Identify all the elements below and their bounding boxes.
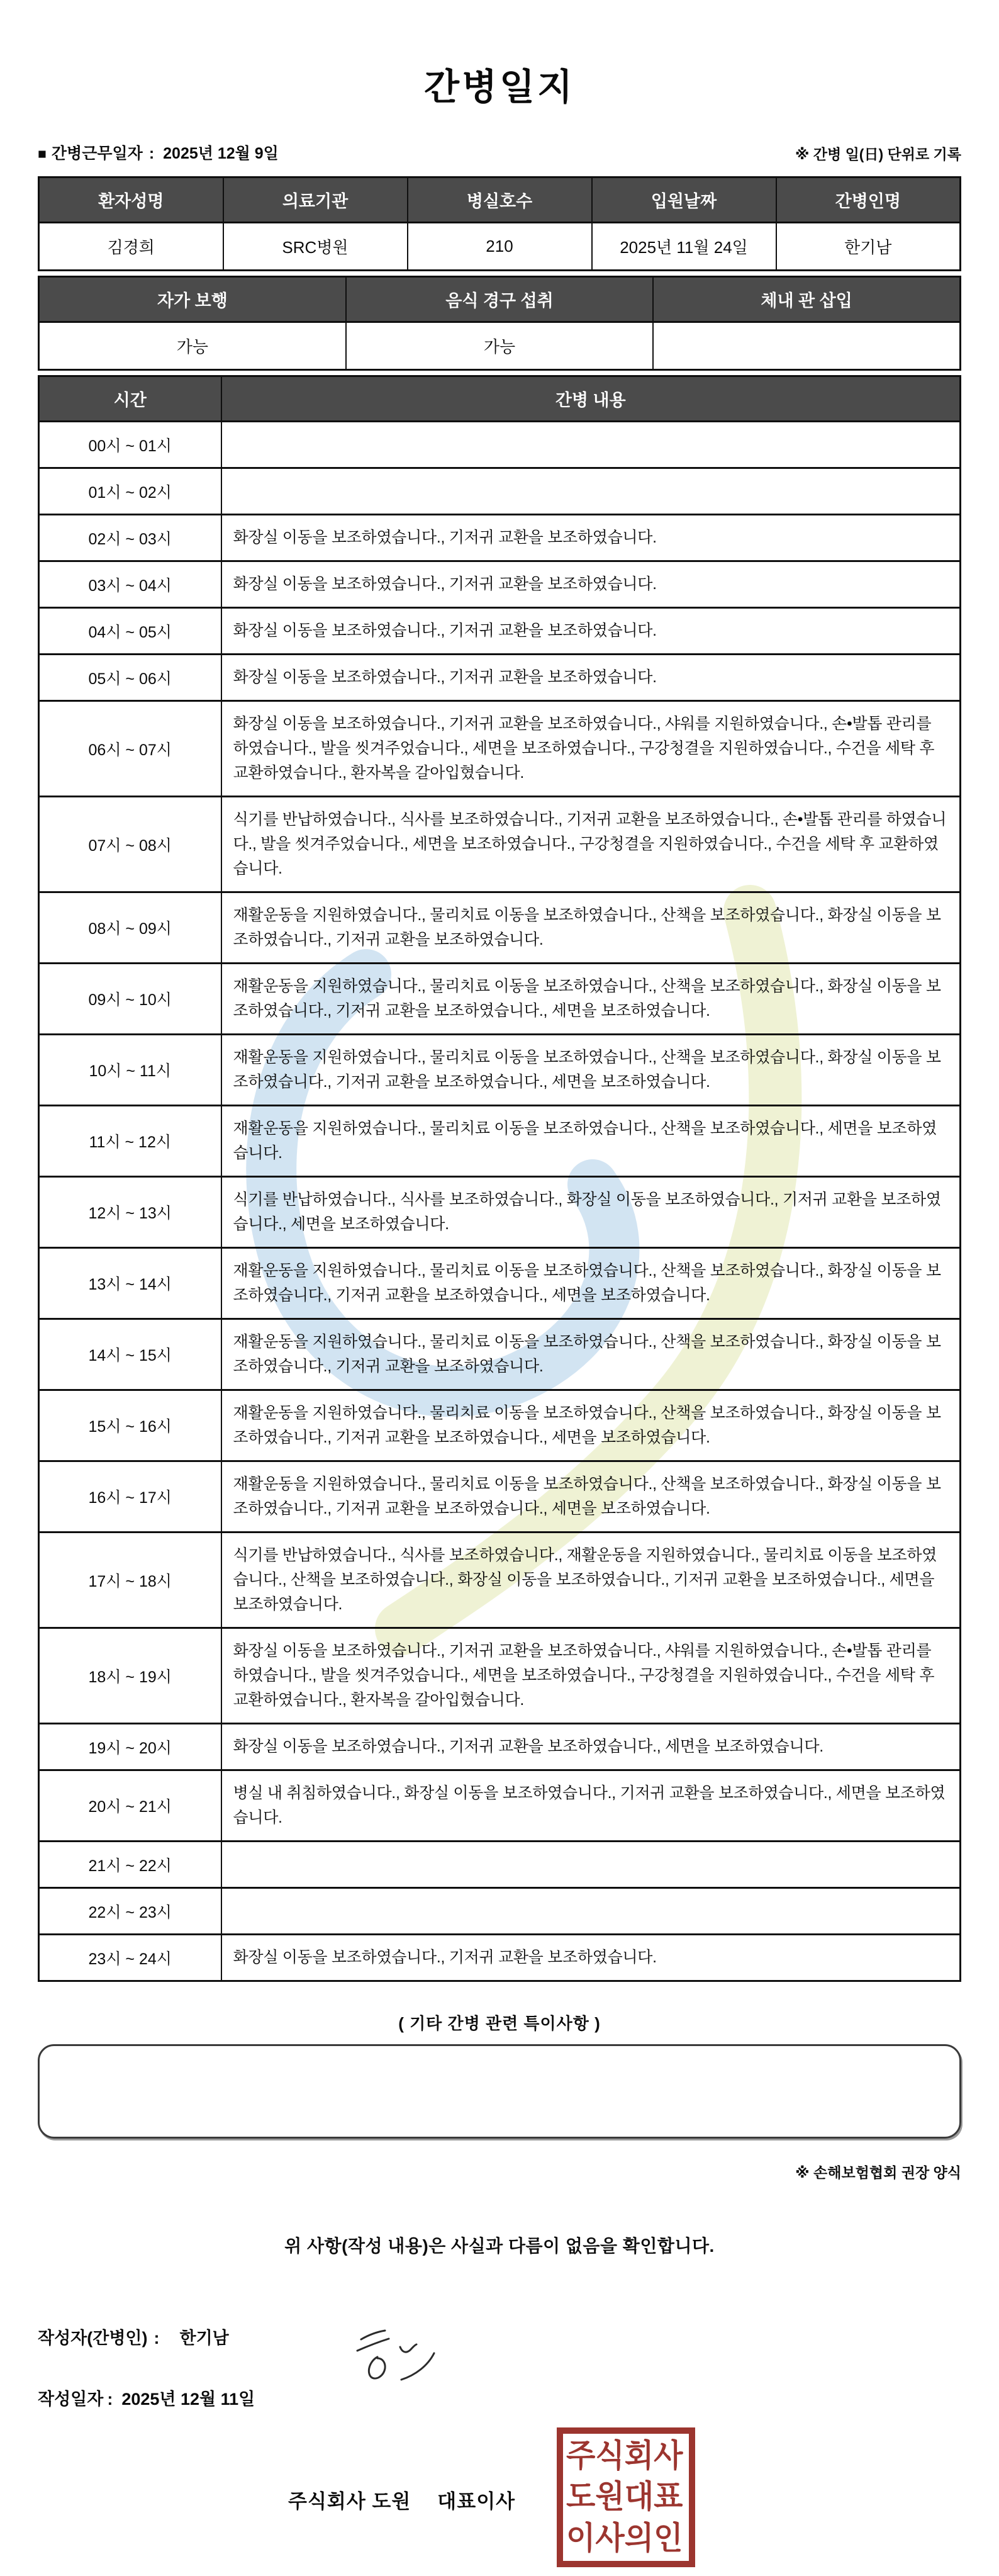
care-status-table bbox=[38, 276, 961, 371]
time-cell: 01시 ~ 02시 bbox=[39, 468, 221, 515]
care-content-cell bbox=[221, 1035, 961, 1106]
colon-separator: : bbox=[148, 145, 155, 162]
care-content-cell bbox=[221, 1935, 961, 1981]
care-content-cell bbox=[221, 1888, 961, 1935]
value-patient-name: 김경희 bbox=[39, 223, 223, 271]
table-row bbox=[39, 1628, 961, 1724]
table-row bbox=[39, 1533, 961, 1628]
time-cell: 18시 ~ 19시 bbox=[39, 1628, 221, 1724]
writer-label: 작성자(간병인) bbox=[38, 2329, 148, 2348]
care-content-text: 화장실 이동을 보조하였습니다., 기저귀 교환을 보조하였습니다., 샤워를 지원하였습니다., 손•발톱 관리를 하였습니다., 발을 씻겨주었습니다., 세면을 보조하였습니다., 구강청결을 지원하였습니다., 수건을 세탁 후 교환하였습니다., 환자복을 갈아입혔습니다. bbox=[233, 715, 935, 782]
corporate-seal-stamp bbox=[557, 2427, 695, 2567]
page-title: 간병일지 bbox=[423, 67, 576, 108]
care-content-text: 화장실 이동을 보조하였습니다., 기저귀 교환을 보조하였습니다. bbox=[233, 622, 657, 639]
colon-separator: : bbox=[107, 2390, 113, 2409]
care-content-text: 재활운동을 지원하였습니다., 물리치료 이동을 보조하였습니다., 산책을 보조하였습니다., 화장실 이동을 보조하였습니다., 기저귀 교환을 보조하였습니다., 세면을 보조하였습니다. bbox=[233, 1262, 941, 1304]
care-content-text: 화장실 이동을 보조하였습니다., 기저귀 교환을 보조하였습니다., 샤워를 지원하였습니다., 손•발톱 관리를 하였습니다., 발을 씻겨주었습니다., 세면을 보조하였습니다., 구강청결을 지원하였습니다., 수건을 세탁 후 교환하였습니다., 환자복을 갈아입혔습니다. bbox=[233, 1642, 935, 1709]
care-content-cell bbox=[221, 1842, 961, 1888]
table-row bbox=[39, 1248, 961, 1319]
table-row bbox=[39, 1842, 961, 1888]
table-row bbox=[39, 892, 961, 964]
table-row bbox=[39, 468, 961, 515]
time-cell: 08시 ~ 09시 bbox=[39, 892, 221, 964]
stamp-line-3: 이사의인 bbox=[566, 2521, 683, 2556]
recommended-form-note: ※ 손해보험협회 권장 양식 bbox=[795, 2164, 961, 2181]
care-content-cell bbox=[221, 1461, 961, 1533]
care-content-text bbox=[233, 1899, 949, 1923]
care-content-cell bbox=[221, 468, 961, 515]
time-cell: 03시 ~ 04시 bbox=[39, 561, 221, 608]
stamp-line-2: 도원대표 bbox=[566, 2480, 683, 2515]
writer-name: 한기남 bbox=[179, 2329, 229, 2348]
time-cell: 11시 ~ 12시 bbox=[39, 1106, 221, 1177]
value-oral-intake: 가능 bbox=[346, 322, 653, 370]
care-log-table bbox=[38, 375, 961, 1982]
care-status-header-row bbox=[39, 277, 961, 322]
time-cell: 23시 ~ 24시 bbox=[39, 1935, 221, 1981]
time-cell: 15시 ~ 16시 bbox=[39, 1390, 221, 1461]
header-time: 시간 bbox=[39, 376, 221, 422]
meta-row bbox=[38, 141, 961, 164]
confirmation-statement: 위 사항(작성 내용)은 사실과 다름이 없음을 확인합니다. bbox=[284, 2236, 715, 2256]
time-cell: 10시 ~ 11시 bbox=[39, 1035, 221, 1106]
care-content-cell bbox=[221, 1724, 961, 1770]
time-cell: 16시 ~ 17시 bbox=[39, 1461, 221, 1533]
header-caregiver-name: 간병인명 bbox=[776, 177, 961, 223]
special-note-title: ( 기타 간병 관련 특이사항 ) bbox=[398, 2014, 601, 2033]
care-content-cell bbox=[221, 515, 961, 561]
care-content-text: 재활운동을 지원하였습니다., 물리치료 이동을 보조하였습니다., 산책을 보조하였습니다., 화장실 이동을 보조하였습니다., 기저귀 교환을 보조하였습니다., 세면을 보조하였습니다. bbox=[233, 977, 941, 1020]
care-log-header-row bbox=[39, 376, 961, 422]
care-content-cell bbox=[221, 1390, 961, 1461]
time-cell: 19시 ~ 20시 bbox=[39, 1724, 221, 1770]
value-room-number: 210 bbox=[408, 223, 592, 271]
care-content-text: 재활운동을 지원하였습니다., 물리치료 이동을 보조하였습니다., 산책을 보조하였습니다., 화장실 이동을 보조하였습니다., 기저귀 교환을 보조하였습니다., 세면을 보조하였습니다. bbox=[233, 1404, 941, 1446]
care-content-cell bbox=[221, 964, 961, 1035]
table-row bbox=[39, 655, 961, 701]
care-content-text: 식기를 반납하였습니다., 식사를 보조하였습니다., 화장실 이동을 보조하였습니다., 기저귀 교환을 보조하였습니다., 세면을 보조하였습니다. bbox=[233, 1191, 941, 1233]
value-tube-insertion bbox=[653, 322, 960, 370]
care-content-text: 재활운동을 지원하였습니다., 물리치료 이동을 보조하였습니다., 산책을 보조하였습니다., 화장실 이동을 보조하였습니다., 기저귀 교환을 보조하였습니다. bbox=[233, 1333, 941, 1375]
patient-info-value-row bbox=[39, 223, 961, 271]
care-content-cell bbox=[221, 655, 961, 701]
black-square-bullet-icon: ■ bbox=[38, 145, 47, 162]
care-work-date-label: 간병근무일자 bbox=[51, 145, 143, 162]
time-cell: 04시 ~ 05시 bbox=[39, 608, 221, 655]
header-room-number: 병실호수 bbox=[408, 177, 592, 223]
care-work-date-line bbox=[38, 141, 279, 164]
special-note-box bbox=[38, 2044, 961, 2139]
table-row bbox=[39, 1935, 961, 1981]
care-content-text: 화장실 이동을 보조하였습니다., 기저귀 교환을 보조하였습니다. bbox=[233, 1949, 657, 1966]
header-medical-institution: 의료기관 bbox=[223, 177, 408, 223]
time-cell: 12시 ~ 13시 bbox=[39, 1177, 221, 1248]
care-content-cell bbox=[221, 1106, 961, 1177]
time-cell: 09시 ~ 10시 bbox=[39, 964, 221, 1035]
care-content-cell bbox=[221, 1533, 961, 1628]
write-date-value: 2025년 12월 11일 bbox=[121, 2390, 255, 2409]
value-admission-date: 2025년 11월 24일 bbox=[592, 223, 776, 271]
time-cell: 05시 ~ 06시 bbox=[39, 655, 221, 701]
company-title: 대표이사 bbox=[437, 2490, 516, 2512]
handwritten-signature bbox=[338, 2303, 464, 2391]
write-date-line bbox=[38, 2385, 961, 2410]
table-row bbox=[39, 515, 961, 561]
care-content-cell bbox=[221, 1770, 961, 1842]
care-content-text: 식기를 반납하였습니다., 식사를 보조하였습니다., 재활운동을 지원하였습니다., 물리치료 이동을 보조하였습니다., 산책을 보조하였습니다., 화장실 이동을 보조하였습니다., 기저귀 교환을 보조하였습니다., 세면을 보조하였습니다. bbox=[233, 1546, 937, 1613]
write-date-label: 작성일자 bbox=[38, 2390, 104, 2409]
care-content-cell bbox=[221, 797, 961, 892]
table-row bbox=[39, 1035, 961, 1106]
care-content-cell bbox=[221, 892, 961, 964]
care-content-text bbox=[233, 432, 949, 457]
header-care-content: 간병 내용 bbox=[221, 376, 961, 422]
table-row bbox=[39, 422, 961, 468]
care-content-text: 병실 내 취침하였습니다., 화장실 이동을 보조하였습니다., 기저귀 교환을 보조하였습니다., 세면을 보조하였습니다. bbox=[233, 1784, 946, 1826]
table-row bbox=[39, 1770, 961, 1842]
stamp-line-1: 주식회사 bbox=[566, 2438, 683, 2474]
value-caregiver-name: 한기남 bbox=[776, 223, 961, 271]
patient-info-header-row bbox=[39, 177, 961, 223]
care-content-text: 재활운동을 지원하였습니다., 물리치료 이동을 보조하였습니다., 산책을 보조하였습니다., 화장실 이동을 보조하였습니다., 기저귀 교환을 보조하였습니다., 세면을 보조하였습니다. bbox=[233, 1475, 941, 1517]
care-content-cell bbox=[221, 701, 961, 797]
company-name: 주식회사 도원 bbox=[288, 2490, 411, 2512]
care-content-text bbox=[233, 1852, 949, 1877]
record-unit-note: ※ 간병 일(日) 단위로 기록 bbox=[795, 146, 961, 162]
time-cell: 02시 ~ 03시 bbox=[39, 515, 221, 561]
table-row bbox=[39, 701, 961, 797]
table-row bbox=[39, 1177, 961, 1248]
time-cell: 20시 ~ 21시 bbox=[39, 1770, 221, 1842]
care-content-cell bbox=[221, 422, 961, 468]
time-cell: 14시 ~ 15시 bbox=[39, 1319, 221, 1390]
company-line bbox=[288, 2485, 515, 2514]
writer-line bbox=[38, 2324, 961, 2349]
care-content-text: 재활운동을 지원하였습니다., 물리치료 이동을 보조하였습니다., 산책을 보조하였습니다., 세면을 보조하였습니다. bbox=[233, 1120, 937, 1162]
care-content-text: 화장실 이동을 보조하였습니다., 기저귀 교환을 보조하였습니다., 세면을 보조하였습니다. bbox=[233, 1738, 823, 1755]
table-row bbox=[39, 1319, 961, 1390]
care-content-cell bbox=[221, 561, 961, 608]
care-status-value-row bbox=[39, 322, 961, 370]
care-content-text: 화장실 이동을 보조하였습니다., 기저귀 교환을 보조하였습니다. bbox=[233, 575, 657, 593]
table-row bbox=[39, 1461, 961, 1533]
time-cell: 00시 ~ 01시 bbox=[39, 422, 221, 468]
care-content-cell bbox=[221, 1319, 961, 1390]
time-cell: 21시 ~ 22시 bbox=[39, 1842, 221, 1888]
patient-info-table bbox=[38, 176, 961, 271]
care-content-text: 화장실 이동을 보조하였습니다., 기저귀 교환을 보조하였습니다. bbox=[233, 668, 657, 686]
value-self-walking: 가능 bbox=[39, 322, 346, 370]
care-content-text: 화장실 이동을 보조하였습니다., 기저귀 교환을 보조하였습니다. bbox=[233, 529, 657, 546]
table-row bbox=[39, 797, 961, 892]
care-content-text: 재활운동을 지원하였습니다., 물리치료 이동을 보조하였습니다., 산책을 보조하였습니다., 화장실 이동을 보조하였습니다., 기저귀 교환을 보조하였습니다., 세면을 보조하였습니다. bbox=[233, 1049, 941, 1091]
header-admission-date: 입원날짜 bbox=[592, 177, 776, 223]
care-content-text: 식기를 반납하였습니다., 식사를 보조하였습니다., 기저귀 교환을 보조하였습니다., 손•발톱 관리를 하였습니다., 발을 씻겨주었습니다., 세면을 보조하였습니다., 구강청결을 지원하였습니다., 수건을 세탁 후 교환하였습니다. bbox=[233, 811, 947, 877]
care-content-cell bbox=[221, 1177, 961, 1248]
care-content-cell bbox=[221, 608, 961, 655]
header-self-walking: 자가 보행 bbox=[39, 277, 346, 322]
table-row bbox=[39, 1888, 961, 1935]
care-content-text bbox=[233, 479, 949, 503]
company-seal-row bbox=[38, 2425, 961, 2576]
table-row bbox=[39, 561, 961, 608]
time-cell: 07시 ~ 08시 bbox=[39, 797, 221, 892]
header-oral-intake: 음식 경구 섭취 bbox=[346, 277, 653, 322]
time-cell: 22시 ~ 23시 bbox=[39, 1888, 221, 1935]
table-row bbox=[39, 1724, 961, 1770]
header-tube-insertion: 체내 관 삽입 bbox=[653, 277, 960, 322]
time-cell: 17시 ~ 18시 bbox=[39, 1533, 221, 1628]
care-content-cell bbox=[221, 1248, 961, 1319]
care-content-cell bbox=[221, 1628, 961, 1724]
time-cell: 13시 ~ 14시 bbox=[39, 1248, 221, 1319]
table-row bbox=[39, 608, 961, 655]
time-cell: 06시 ~ 07시 bbox=[39, 701, 221, 797]
table-row bbox=[39, 964, 961, 1035]
care-content-text: 재활운동을 지원하였습니다., 물리치료 이동을 보조하였습니다., 산책을 보조하였습니다., 화장실 이동을 보조하였습니다., 기저귀 교환을 보조하였습니다. bbox=[233, 906, 941, 948]
value-medical-institution: SRC병원 bbox=[223, 223, 408, 271]
table-row bbox=[39, 1106, 961, 1177]
colon-separator: : bbox=[153, 2329, 160, 2348]
table-row bbox=[39, 1390, 961, 1461]
care-work-date-value: 2025년 12월 9일 bbox=[163, 145, 279, 162]
header-patient-name: 환자성명 bbox=[39, 177, 223, 223]
